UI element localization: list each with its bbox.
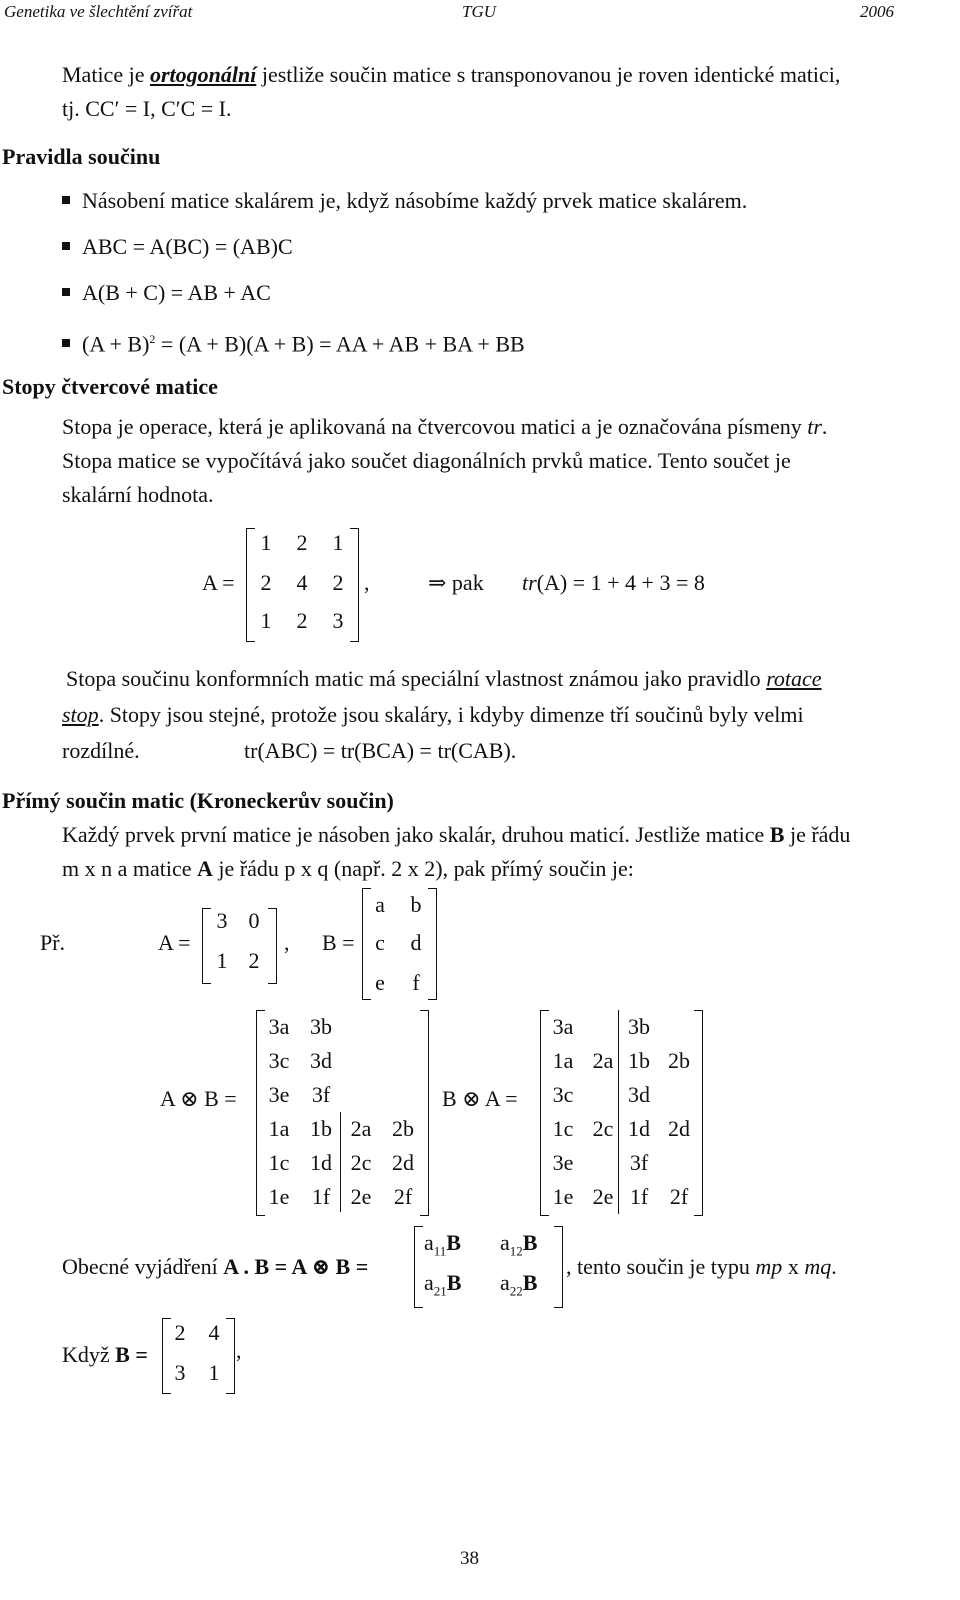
matrix-cell: 3f [311,1082,331,1107]
matrix-cell: 2 [260,570,272,595]
header-left: Genetika ve šlechtění zvířat [4,2,193,21]
trace-heading: Stopy čtvercové matice [2,374,218,399]
trace-implies: ⇒ pak [428,570,484,595]
ortho-line-2: tj. CC′ = I, C′C = I. [62,96,232,121]
g12: $a_{12}B$ [500,1230,538,1259]
bullet-icon [62,242,70,250]
matrix-cell: 2 [174,1320,186,1345]
kdyz-comma: , [236,1338,242,1363]
matrix-cell: 3a [552,1014,574,1039]
matrix-cell: 2 [296,608,308,633]
matrix-cell: 1b [310,1116,332,1141]
matrix-cell: 1c [268,1150,290,1175]
matrix-cell: 2a [350,1116,372,1141]
rule-item-3: A(B + C) = AB + AC [62,276,271,310]
trace-line-3: skalární hodnota. [62,482,214,507]
matrix-cell: 1d [310,1150,332,1175]
header-center: TGU [462,2,497,21]
matrix-cell: e [375,970,385,995]
matrix-cell: 1d [628,1116,650,1141]
ortho-line-1 [62,58,840,92]
matrix-cell: 2 [296,530,308,555]
matrix-cell: d [410,930,422,955]
matrix-cell: 3d [310,1048,332,1073]
ex-a-label: A = [158,930,191,955]
general-post: , tento součin je typu mp x mq. [566,1254,837,1279]
bxa-label: B ⊗ A = [442,1086,518,1111]
matrix-cell: 3c [268,1048,290,1073]
matrix-cell: 1 [216,948,228,973]
rule-item-2: ABC = A(BC) = (AB)C [62,230,293,264]
ortho-term: ortogonální [149,62,257,87]
matrix-cell: 1 [260,608,272,633]
matrix-cell: 2e [350,1184,372,1209]
matrix-cell: 3d [628,1082,650,1107]
matrix-cell: 3 [216,908,228,933]
matrix-cell: f [412,970,420,995]
matrix-cell: 3b [628,1014,650,1039]
matrix-cell: c [375,930,385,955]
g11: $a_{11}B$ [424,1230,461,1259]
matrix-cell: 2c [350,1150,372,1175]
matrix-cell: 2b [668,1048,690,1073]
trace-result: tr(A) = 1 + 4 + 3 = 8 [522,570,705,595]
matrix-cell: 3 [332,608,344,633]
bullet-icon [62,339,70,347]
matrix-cell: 0 [248,908,260,933]
right-bracket [350,528,359,642]
right-bracket [554,1226,563,1308]
trace-comma: , [364,570,370,595]
matrix-cell: 2e [592,1184,614,1209]
right-bracket [428,888,437,1000]
g22: $a_{22}B$ [500,1270,538,1299]
bullet-icon [62,196,70,204]
matrix-cell: 2d [392,1150,414,1175]
rotation-line-2: stop. Stopy jsou stejné, protože jsou skaláry, i kdyby dimenze tří součinů byly velmi [62,702,804,727]
matrix-cell: 3e [552,1150,574,1175]
header-right: 2006 [860,2,894,21]
kron-line-1: Každý prvek první matice je násoben jako skalár, druhou maticí. Jestliže matice B je řádu [62,822,851,847]
matrix-cell: 2 [332,570,344,595]
matrix-cell: 1 [208,1360,220,1385]
right-bracket [420,1010,429,1216]
matrix-cell: 1 [332,530,344,555]
ex-b-label: B = [322,930,355,955]
matrix-cell: 3a [268,1014,290,1039]
matrix-cell: b [410,892,422,917]
matrix-cell: 1c [552,1116,574,1141]
matrix-cell: 2f [669,1184,689,1209]
matrix-cell: 3e [268,1082,290,1107]
matrix-cell: 3c [552,1082,574,1107]
trace-line-1: Stopa je operace, která je aplikovaná na čtvercovou matici a je označována písmeny tr. [62,414,828,439]
ortho-pre: Matice je [62,62,150,87]
matrix-cell: 1f [629,1184,649,1209]
rotation-line-1: Stopa součinu konformních matic má speciální vlastnost známou jako pravidlo rotace [66,666,822,691]
matrix-cell: 2d [668,1116,690,1141]
rotation-formula: tr(ABC) = tr(BCA) = tr(CAB). [244,738,517,763]
rotation-line-3: rozdílné. [62,738,140,763]
kdyz-line: Když B = [62,1342,148,1367]
rule-item-4: $(A + B)^2 = (A + B)(A + B)$ = AA + AB + BA + BB [62,322,525,361]
matrix-cell: 1a [552,1048,574,1073]
matrix-cell: a [375,892,385,917]
kron-line-2: m x n a matice A je řádu p x q (např. 2 x 2), pak přímý součin je: [62,856,634,881]
matrix-cell: 1e [552,1184,574,1209]
matrix-cell: 1e [268,1184,290,1209]
matrix-cell: 4 [296,570,308,595]
general-line: Obecné vyjádření A . B = A ⊗ B = [62,1254,369,1279]
g21: $a_{21}B$ [424,1270,462,1299]
matrix-cell: 1b [628,1048,650,1073]
matrix-cell: 2c [592,1116,614,1141]
matrix-cell: 2f [393,1184,413,1209]
ortho-post: jestliže součin matice s transponovanou je roven identické matici, [256,62,841,87]
trace-a-label: A = [202,570,235,595]
example-label: Př. [40,930,66,955]
matrix-cell: 3f [629,1150,649,1175]
right-bracket [226,1318,235,1394]
right-bracket [268,908,277,984]
matrix-cell: 1f [311,1184,331,1209]
matrix-cell: 4 [208,1320,220,1345]
rules-heading: Pravidla součinu [2,144,161,169]
rule-item-1: Násobení matice skalárem je, když násobíme každý prvek matice skalárem. [62,184,747,218]
bullet-icon [62,288,70,296]
matrix-cell: 1 [260,530,272,555]
axb-label: A ⊗ B = [160,1086,237,1111]
matrix-cell: 3 [174,1360,186,1385]
page-number: 38 [460,1548,479,1569]
matrix-cell: 1a [268,1116,290,1141]
trace-line-2: Stopa matice se vypočítává jako součet diagonálních prvků matice. Tento součet je [62,448,791,473]
left-bracket [414,1226,423,1308]
block-divider [340,1112,341,1212]
matrix-cell: 2 [248,948,260,973]
matrix-cell: 2b [392,1116,414,1141]
kron-heading: Přímý součin matic (Kroneckerův součin) [2,788,394,813]
matrix-cell: 2a [592,1048,614,1073]
matrix-cell: 3b [310,1014,332,1039]
